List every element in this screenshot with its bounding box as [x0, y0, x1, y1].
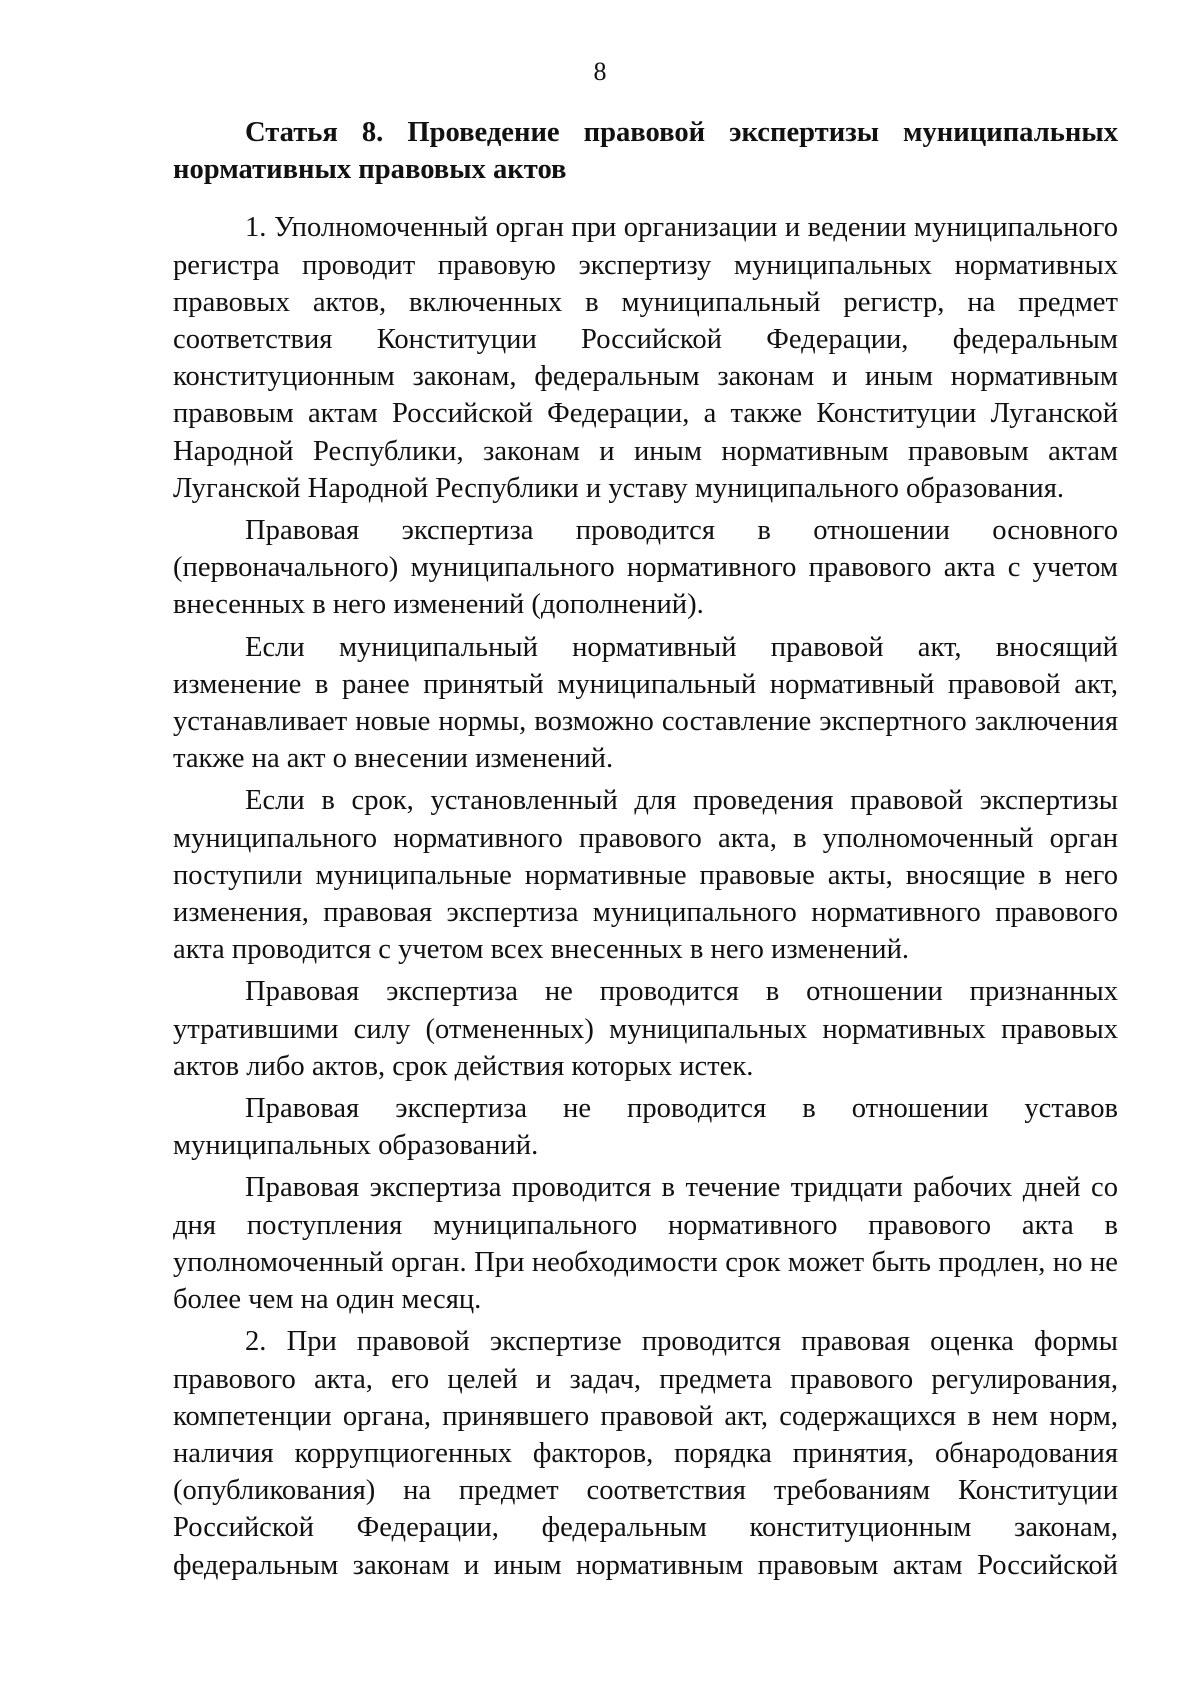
paragraph-6: Правовая экспертиза не проводится в отношении уставов муниципальных образований. — [173, 1093, 1118, 1162]
paragraph-8: 2. При правовой экспертизе проводится правовая оценка формы правового акта, его целей и задач, предмета правового регулирования, компетенции органа, принявшего правовой акт, содержащихся в нем норм, наличия коррупциогенных факторов, порядка принятия, обнародования (опубликования) на предмет соответствия требованиям Конституции Российской Федерации, федеральным конституционным законам, федеральным законам и иным нормативным правовым актам Российской — [173, 1326, 1118, 1581]
paragraph-7: Правовая экспертиза проводится в течение тридцати рабочих дней со дня поступления муниципального нормативного правового акта в уполномоченный орган. При необходимости срок может быть продлен, но не более чем на один месяц. — [173, 1172, 1118, 1316]
page-number: 8 — [593, 57, 607, 86]
paragraph-1: 1. Уполномоченный орган при организации и ведении муниципального регистра проводит правовую экспертизу муниципальных нормативных правовых актов, включенных в муниципальный регистр, на предмет соответствия Конституции Российской Федерации, федеральным конституционным законам, федеральным законам и иным нормативным правовым актам Российской Федерации, а также Конституции Луганской Народной Республики, законам и иным нормативным правовым актам Луганской Народной Республики и уставу муниципального образования. — [173, 212, 1118, 504]
paragraph-4: Если в срок, установленный для проведения правовой экспертизы муниципального нормативного правового акта, в уполномоченный орган поступили муниципальные нормативные правовые акты, вносящие в него изменения, правовая экспертиза муниципального нормативного правового акта проводится с учетом всех внесенных в него изменений. — [173, 785, 1118, 966]
document-body — [173, 114, 1118, 1584]
paragraph-3: Если муниципальный нормативный правовой акт, вносящий изменение в ранее принятый муниципальный нормативный правовой акт, устанавливает новые нормы, возможно составление экспертного заключения также на акт о внесении изменений. — [173, 631, 1118, 775]
paragraph-2: Правовая экспертиза проводится в отношении основного (первоначального) муниципального нормативного правового акта с учетом внесенных в него изменений (дополнений). — [173, 515, 1118, 621]
paragraph-5: Правовая экспертиза не проводится в отношении признанных утратившими силу (отмененных) муниципальных нормативных правовых актов либо актов, срок действия которых истек. — [173, 976, 1118, 1082]
title-spacer — [173, 188, 1118, 209]
article-title: Статья 8. Проведение правовой экспертизы муниципальных нормативных правовых актов — [173, 117, 1118, 186]
